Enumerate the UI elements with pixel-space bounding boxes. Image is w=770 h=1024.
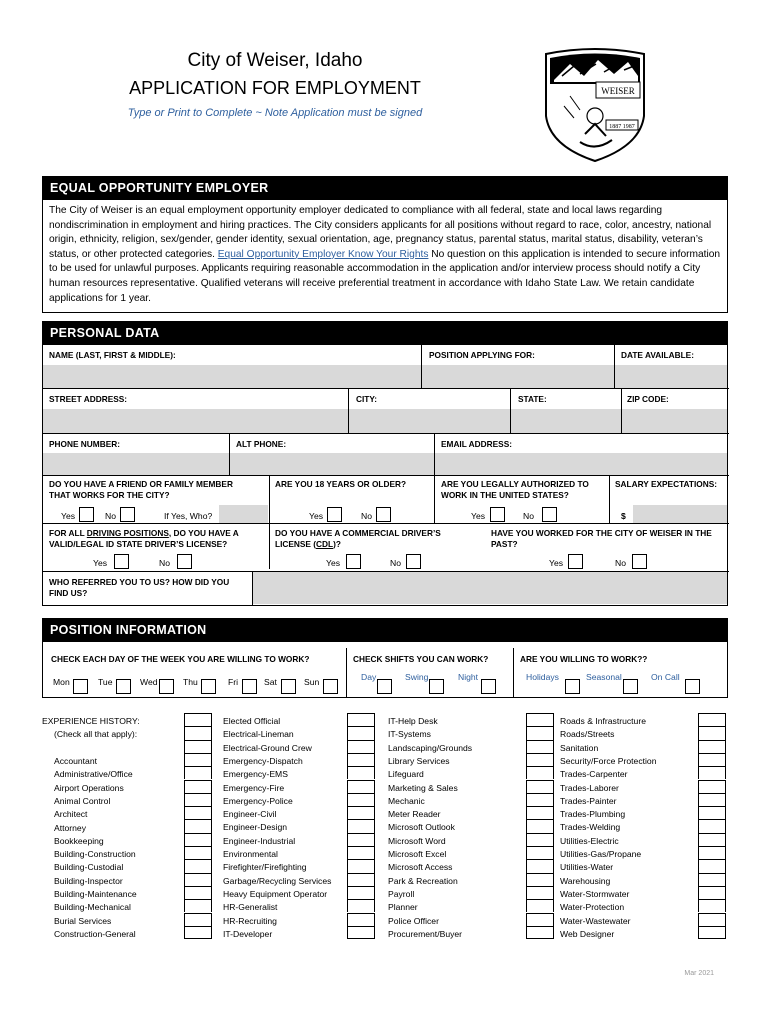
worked-yes-label: Yes xyxy=(549,558,564,568)
eeo-know-your-rights-link[interactable]: Equal Opportunity Employer Know Your Rights xyxy=(217,248,429,260)
experience-section xyxy=(42,713,728,943)
zip-label: ZIP CODE: xyxy=(627,394,669,404)
experience-checkbox[interactable] xyxy=(184,766,212,779)
experience-checkbox[interactable] xyxy=(347,846,375,859)
experience-heading: EXPERIENCE HISTORY: xyxy=(42,716,140,726)
shifts-question: CHECK SHIFTS YOU CAN WORK? xyxy=(353,654,489,664)
driving-no-label: No xyxy=(159,558,170,568)
eeo-statement xyxy=(42,198,728,313)
experience-option-label: Building-Inspector xyxy=(54,875,123,886)
day-sun-label: Sun xyxy=(304,677,320,687)
personal-data-heading: PERSONAL DATA xyxy=(42,321,728,345)
willing-question: ARE YOU WILLING TO WORK?? xyxy=(520,654,648,664)
day-fri-checkbox[interactable] xyxy=(242,679,257,694)
experience-option-label: Bookkeeping xyxy=(54,835,104,846)
experience-checkbox[interactable] xyxy=(698,926,726,939)
alt-phone-input[interactable] xyxy=(230,453,434,475)
experience-option-label: Heavy Equipment Operator xyxy=(223,888,328,899)
experience-checkbox[interactable] xyxy=(698,873,726,886)
city-title: City of Weiser, Idaho xyxy=(187,50,363,71)
salary-dollar-sign: $ xyxy=(621,511,626,521)
experience-option-label: Burial Services xyxy=(54,915,112,926)
eeo-text-part1: The City of Weiser is an equal employment opportunity employer dedicated to compliance with all federal, state and local laws regarding nondiscrimination in employment and hiring practices. The City considers applicants for all positions without regard to race, color, ancestry, national origin, ethnicity, religion, sex/gender, gender identity, sexual orientation, age, pregnancy status, parental status, marital status, disability, veteran’s status, or other protected categories. xyxy=(49,205,712,260)
experience-option-label: Marketing & Sales xyxy=(388,782,458,793)
experience-option-label: Emergency-Dispatch xyxy=(223,755,303,766)
experience-checkbox[interactable] xyxy=(526,859,554,872)
friend-yes-checkbox[interactable] xyxy=(79,507,94,522)
day-mon-checkbox[interactable] xyxy=(73,679,88,694)
day-sat-checkbox[interactable] xyxy=(281,679,296,694)
experience-checkbox[interactable] xyxy=(526,806,554,819)
experience-checkbox[interactable] xyxy=(698,713,726,726)
experience-checkbox[interactable] xyxy=(698,859,726,872)
experience-checkbox[interactable] xyxy=(526,873,554,886)
personal-data-grid xyxy=(42,345,728,606)
experience-option-label: Procurement/Buyer xyxy=(388,928,463,939)
shift-swing-checkbox[interactable] xyxy=(429,679,444,694)
worked-no-label: No xyxy=(615,558,626,568)
experience-option-label: Emergency-Fire xyxy=(223,782,285,793)
age-no-checkbox[interactable] xyxy=(376,507,391,522)
experience-option-label: HR-Generalist xyxy=(223,902,278,913)
experience-checkbox[interactable] xyxy=(184,780,212,793)
experience-checkbox[interactable] xyxy=(347,833,375,846)
experience-checkbox[interactable] xyxy=(526,833,554,846)
experience-checkbox[interactable] xyxy=(184,740,212,753)
worked-yes-checkbox[interactable] xyxy=(568,554,583,569)
experience-checkbox[interactable] xyxy=(526,899,554,912)
experience-option-label: Trades-Carpenter xyxy=(560,769,628,780)
experience-checkbox[interactable] xyxy=(698,886,726,899)
day-sun-checkbox[interactable] xyxy=(323,679,338,694)
experience-option-label: Animal Control xyxy=(54,795,111,806)
experience-option-label: Electrical-Lineman xyxy=(223,729,294,740)
experience-option-label: Firefighter/Firefighting xyxy=(223,862,307,873)
experience-option-label: Microsoft Excel xyxy=(388,849,447,859)
position-info-grid xyxy=(42,642,728,698)
experience-option-label: Engineer-Design xyxy=(223,822,288,833)
experience-option-label: Security/Force Protection xyxy=(560,755,657,766)
willing-seasonal-label: Seasonal xyxy=(586,672,622,682)
experience-checkbox[interactable] xyxy=(347,913,375,926)
position-info-heading: POSITION INFORMATION xyxy=(42,618,728,642)
experience-checkbox[interactable] xyxy=(698,753,726,766)
eeo-heading: EQUAL OPPORTUNITY EMPLOYER xyxy=(42,176,728,200)
experience-option-label: Electrical-Ground Crew xyxy=(223,742,312,753)
state-label: STATE: xyxy=(518,394,547,404)
experience-checkbox[interactable] xyxy=(184,913,212,926)
experience-checkbox[interactable] xyxy=(184,726,212,739)
experience-checkbox[interactable] xyxy=(698,846,726,859)
experience-option-label: Library Services xyxy=(388,755,450,766)
experience-option-label: Attorney xyxy=(54,822,87,833)
experience-option-label: Microsoft Outlook xyxy=(388,822,455,833)
city-input[interactable] xyxy=(349,409,510,433)
day-thu-checkbox[interactable] xyxy=(201,679,216,694)
experience-option-label: Emergency-EMS xyxy=(223,769,288,780)
experience-option-label: Administrative/Office xyxy=(54,769,133,780)
experience-checkbox[interactable] xyxy=(184,886,212,899)
authorized-no-checkbox[interactable] xyxy=(542,507,557,522)
experience-option-label: Construction-General xyxy=(54,928,136,939)
experience-option-label: Emergency-Police xyxy=(223,795,293,806)
experience-checkbox[interactable] xyxy=(698,899,726,912)
street-label: STREET ADDRESS: xyxy=(49,394,128,404)
experience-checkbox[interactable] xyxy=(347,753,375,766)
experience-checkbox[interactable] xyxy=(184,873,212,886)
experience-checkbox[interactable] xyxy=(184,846,212,859)
salary-label: SALARY EXPECTATIONS: xyxy=(615,479,718,489)
zip-input[interactable] xyxy=(622,409,727,433)
authorized-yes-checkbox[interactable] xyxy=(490,507,505,522)
city-crest-logo xyxy=(540,46,650,164)
experience-checkbox[interactable] xyxy=(347,766,375,779)
experience-checkbox[interactable] xyxy=(347,726,375,739)
shift-night-label: Night xyxy=(458,672,479,682)
day-wed-label: Wed xyxy=(140,677,158,687)
svg-text:1887 1987: 1887 1987 xyxy=(609,124,635,130)
cdl-no-checkbox[interactable] xyxy=(406,554,421,569)
form-instruction: Type or Print to Complete ~ Note Application must be signed xyxy=(127,107,423,119)
experience-option-label: Web Designer xyxy=(560,928,615,939)
salary-input[interactable] xyxy=(633,505,727,523)
day-sat-label: Sat xyxy=(264,677,277,687)
experience-option-label: Trades-Laborer xyxy=(560,782,619,793)
experience-checkbox[interactable] xyxy=(526,753,554,766)
shift-day-checkbox[interactable] xyxy=(377,679,392,694)
experience-checkbox[interactable] xyxy=(347,886,375,899)
experience-checkbox[interactable] xyxy=(347,859,375,872)
experience-checkbox[interactable] xyxy=(184,926,212,939)
shift-day-label: Day xyxy=(361,672,377,682)
experience-option-label: Elected Official xyxy=(223,716,281,726)
experience-checkbox[interactable] xyxy=(698,913,726,926)
name-input[interactable] xyxy=(43,365,421,388)
experience-checkbox[interactable] xyxy=(698,766,726,779)
cdl-no-label: No xyxy=(390,558,401,568)
experience-option-label: Roads/Streets xyxy=(560,729,615,740)
willing-seasonal-checkbox[interactable] xyxy=(623,679,638,694)
experience-checkbox[interactable] xyxy=(347,793,375,806)
experience-option-label: Accountant xyxy=(54,756,97,766)
email-label: EMAIL ADDRESS: xyxy=(441,439,512,449)
name-label: NAME (LAST, FIRST & MIDDLE): xyxy=(49,350,176,360)
experience-option-label: Park & Recreation xyxy=(388,875,458,886)
experience-option-label: Water-Protection xyxy=(560,902,625,913)
state-input[interactable] xyxy=(511,409,621,433)
date-available-label: DATE AVAILABLE: xyxy=(621,350,694,360)
age-yes-label: Yes xyxy=(309,511,324,521)
experience-option-label: Engineer-Industrial xyxy=(223,835,296,846)
revision-date: Mar 2021 xyxy=(684,970,714,977)
experience-checkbox[interactable] xyxy=(347,780,375,793)
referred-input[interactable] xyxy=(253,572,727,604)
cdl-yes-checkbox[interactable] xyxy=(346,554,361,569)
experience-checkbox[interactable] xyxy=(184,819,212,832)
experience-option-label: IT-Systems xyxy=(388,729,431,740)
friend-yes-label: Yes xyxy=(61,511,76,521)
authorized-yes-label: Yes xyxy=(471,511,486,521)
experience-option-label: IT-Help Desk xyxy=(388,716,438,726)
experience-option-label: Utilities-Electric xyxy=(560,835,619,846)
experience-option-label: Utilities-Water xyxy=(560,862,614,873)
if-yes-who-label: If Yes, Who? xyxy=(164,511,213,521)
experience-checkbox[interactable] xyxy=(347,819,375,832)
alt-phone-label: ALT PHONE: xyxy=(236,439,287,449)
experience-checkbox[interactable] xyxy=(184,899,212,912)
experience-checkbox[interactable] xyxy=(698,833,726,846)
experience-option-label: Building-Mechanical xyxy=(54,902,131,913)
experience-option-label: Building-Construction xyxy=(54,849,136,860)
friend-question: DO YOU HAVE A FRIEND OR FAMILY MEMBER THAT WORKS FOR THE CITY? xyxy=(49,479,233,500)
experience-option-label: Microsoft Word xyxy=(388,835,446,846)
worked-no-checkbox[interactable] xyxy=(632,554,647,569)
position-input[interactable] xyxy=(422,365,614,388)
authorized-no-label: No xyxy=(523,511,534,521)
svg-text:WEISER: WEISER xyxy=(601,86,635,96)
shift-swing-label: Swing xyxy=(405,672,429,682)
experience-checkbox[interactable] xyxy=(184,793,212,806)
experience-option-label: Trades-Painter xyxy=(560,795,617,806)
experience-checkbox[interactable] xyxy=(698,726,726,739)
experience-checkbox[interactable] xyxy=(526,740,554,753)
experience-checkbox[interactable] xyxy=(526,846,554,859)
experience-option-label: Building-Maintenance xyxy=(54,889,137,899)
day-tue-label: Tue xyxy=(98,677,113,687)
experience-checkbox[interactable] xyxy=(698,740,726,753)
cdl-yes-label: Yes xyxy=(326,558,341,568)
driving-yes-checkbox[interactable] xyxy=(114,554,129,569)
willing-oncall-label: On Call xyxy=(651,672,680,682)
driving-question: FOR ALL DRIVING POSITIONS, DO YOU HAVE A VALID/LEGAL ID STATE DRIVER’S LICENSE? xyxy=(49,528,239,549)
experience-option-label: Payroll xyxy=(388,888,415,899)
experience-option-label: Building-Custodial xyxy=(54,862,124,873)
experience-checkbox[interactable] xyxy=(347,899,375,912)
experience-subheading: (Check all that apply): xyxy=(54,729,138,739)
experience-option-label: Trades-Plumbing xyxy=(560,809,626,820)
date-available-input[interactable] xyxy=(615,365,727,388)
driving-no-checkbox[interactable] xyxy=(177,554,192,569)
experience-checkbox[interactable] xyxy=(184,713,212,726)
experience-checkbox[interactable] xyxy=(184,833,212,846)
city-label: CITY: xyxy=(356,394,378,404)
experience-option-label: Garbage/Recycling Services xyxy=(223,875,332,886)
experience-checkbox[interactable] xyxy=(184,859,212,872)
experience-checkbox[interactable] xyxy=(526,726,554,739)
experience-option-label: Landscaping/Grounds xyxy=(388,742,473,753)
street-input[interactable] xyxy=(43,409,348,433)
eeo-text-part2: No question on this application is intended to secure information to be used for unlawful purposes. Applicants requiring reasonable accommodation in the application and/or interview process should notify a City human resources representative. Qualified veterans will receive preferential treatment in accordance with Idaho State Law. We retain candidate applications for 1 year. xyxy=(49,248,721,304)
shift-night-checkbox[interactable] xyxy=(481,679,496,694)
day-tue-checkbox[interactable] xyxy=(116,679,131,694)
willing-holidays-checkbox[interactable] xyxy=(565,679,580,694)
cdl-question: DO YOU HAVE A COMMERCIAL DRIVER’S LICENSE (CDL)? xyxy=(275,528,441,549)
experience-option-label: Airport Operations xyxy=(54,782,124,793)
experience-checkbox[interactable] xyxy=(526,793,554,806)
experience-checkbox[interactable] xyxy=(698,780,726,793)
experience-checkbox[interactable] xyxy=(526,780,554,793)
age-question: ARE YOU 18 YEARS OR OLDER? xyxy=(275,479,407,489)
phone-input[interactable] xyxy=(43,453,229,475)
experience-checkbox[interactable] xyxy=(698,819,726,832)
experience-checkbox[interactable] xyxy=(347,713,375,726)
experience-option-label: Lifeguard xyxy=(388,769,424,780)
age-no-label: No xyxy=(361,511,372,521)
friend-no-label: No xyxy=(105,511,116,521)
authorized-question: ARE YOU LEGALLY AUTHORIZED TO WORK IN THE UNITED STATES? xyxy=(441,479,589,500)
experience-checkbox[interactable] xyxy=(347,740,375,753)
experience-checkbox[interactable] xyxy=(698,793,726,806)
experience-checkbox[interactable] xyxy=(184,753,212,766)
experience-option-label: Roads & Infrastructure xyxy=(560,716,646,726)
experience-checkbox[interactable] xyxy=(526,713,554,726)
experience-option-label: Architect xyxy=(54,809,88,820)
experience-option-label: Utilities-Gas/Propane xyxy=(560,849,642,859)
experience-checkbox[interactable] xyxy=(526,819,554,832)
age-yes-checkbox[interactable] xyxy=(327,507,342,522)
experience-option-label: Water-Wastewater xyxy=(560,915,631,926)
experience-option-label: Warehousing xyxy=(560,875,611,886)
days-question: CHECK EACH DAY OF THE WEEK YOU ARE WILLING TO WORK? xyxy=(51,654,310,664)
experience-option-label: Police Officer xyxy=(388,915,439,926)
day-mon-label: Mon xyxy=(53,677,70,687)
experience-option-label: Engineer-Civil xyxy=(223,809,277,820)
email-input[interactable] xyxy=(435,453,727,475)
experience-option-label: Trades-Welding xyxy=(560,822,621,833)
friend-no-checkbox[interactable] xyxy=(120,507,135,522)
experience-option-label: Planner xyxy=(388,902,418,913)
experience-checkbox[interactable] xyxy=(526,913,554,926)
experience-option-label: Sanitation xyxy=(560,742,599,753)
willing-holidays-label: Holidays xyxy=(526,672,559,682)
experience-checkbox[interactable] xyxy=(184,806,212,819)
experience-option-label: Meter Reader xyxy=(388,809,441,820)
experience-option-label: Mechanic xyxy=(388,795,425,806)
experience-option-label: Environmental xyxy=(223,849,278,859)
experience-option-label: HR-Recruiting xyxy=(223,915,277,926)
willing-oncall-checkbox[interactable] xyxy=(685,679,700,694)
phone-label: PHONE NUMBER: xyxy=(49,439,120,449)
experience-checkbox[interactable] xyxy=(526,886,554,899)
position-label: POSITION APPLYING FOR: xyxy=(429,350,535,360)
experience-option-label: Water-Stormwater xyxy=(560,888,630,899)
experience-checkbox[interactable] xyxy=(347,806,375,819)
referred-question: WHO REFERRED YOU TO US? HOW DID YOU FIND US? xyxy=(49,577,230,598)
experience-checkbox[interactable] xyxy=(347,873,375,886)
day-fri-label: Fri xyxy=(228,677,239,687)
friend-who-input[interactable] xyxy=(219,505,268,523)
driving-yes-label: Yes xyxy=(93,558,108,568)
experience-option-label: IT-Developer xyxy=(223,928,273,939)
form-title: APPLICATION FOR EMPLOYMENT xyxy=(129,78,421,98)
experience-option-label: Microsoft Access xyxy=(388,862,453,873)
worked-question: HAVE YOU WORKED FOR THE CITY OF WEISER IN THE PAST? xyxy=(491,528,712,549)
experience-checkbox[interactable] xyxy=(526,766,554,779)
day-wed-checkbox[interactable] xyxy=(159,679,174,694)
experience-checkbox[interactable] xyxy=(526,926,554,939)
experience-checkbox[interactable] xyxy=(698,806,726,819)
day-thu-label: Thu xyxy=(183,677,198,687)
experience-checkbox[interactable] xyxy=(347,926,375,939)
